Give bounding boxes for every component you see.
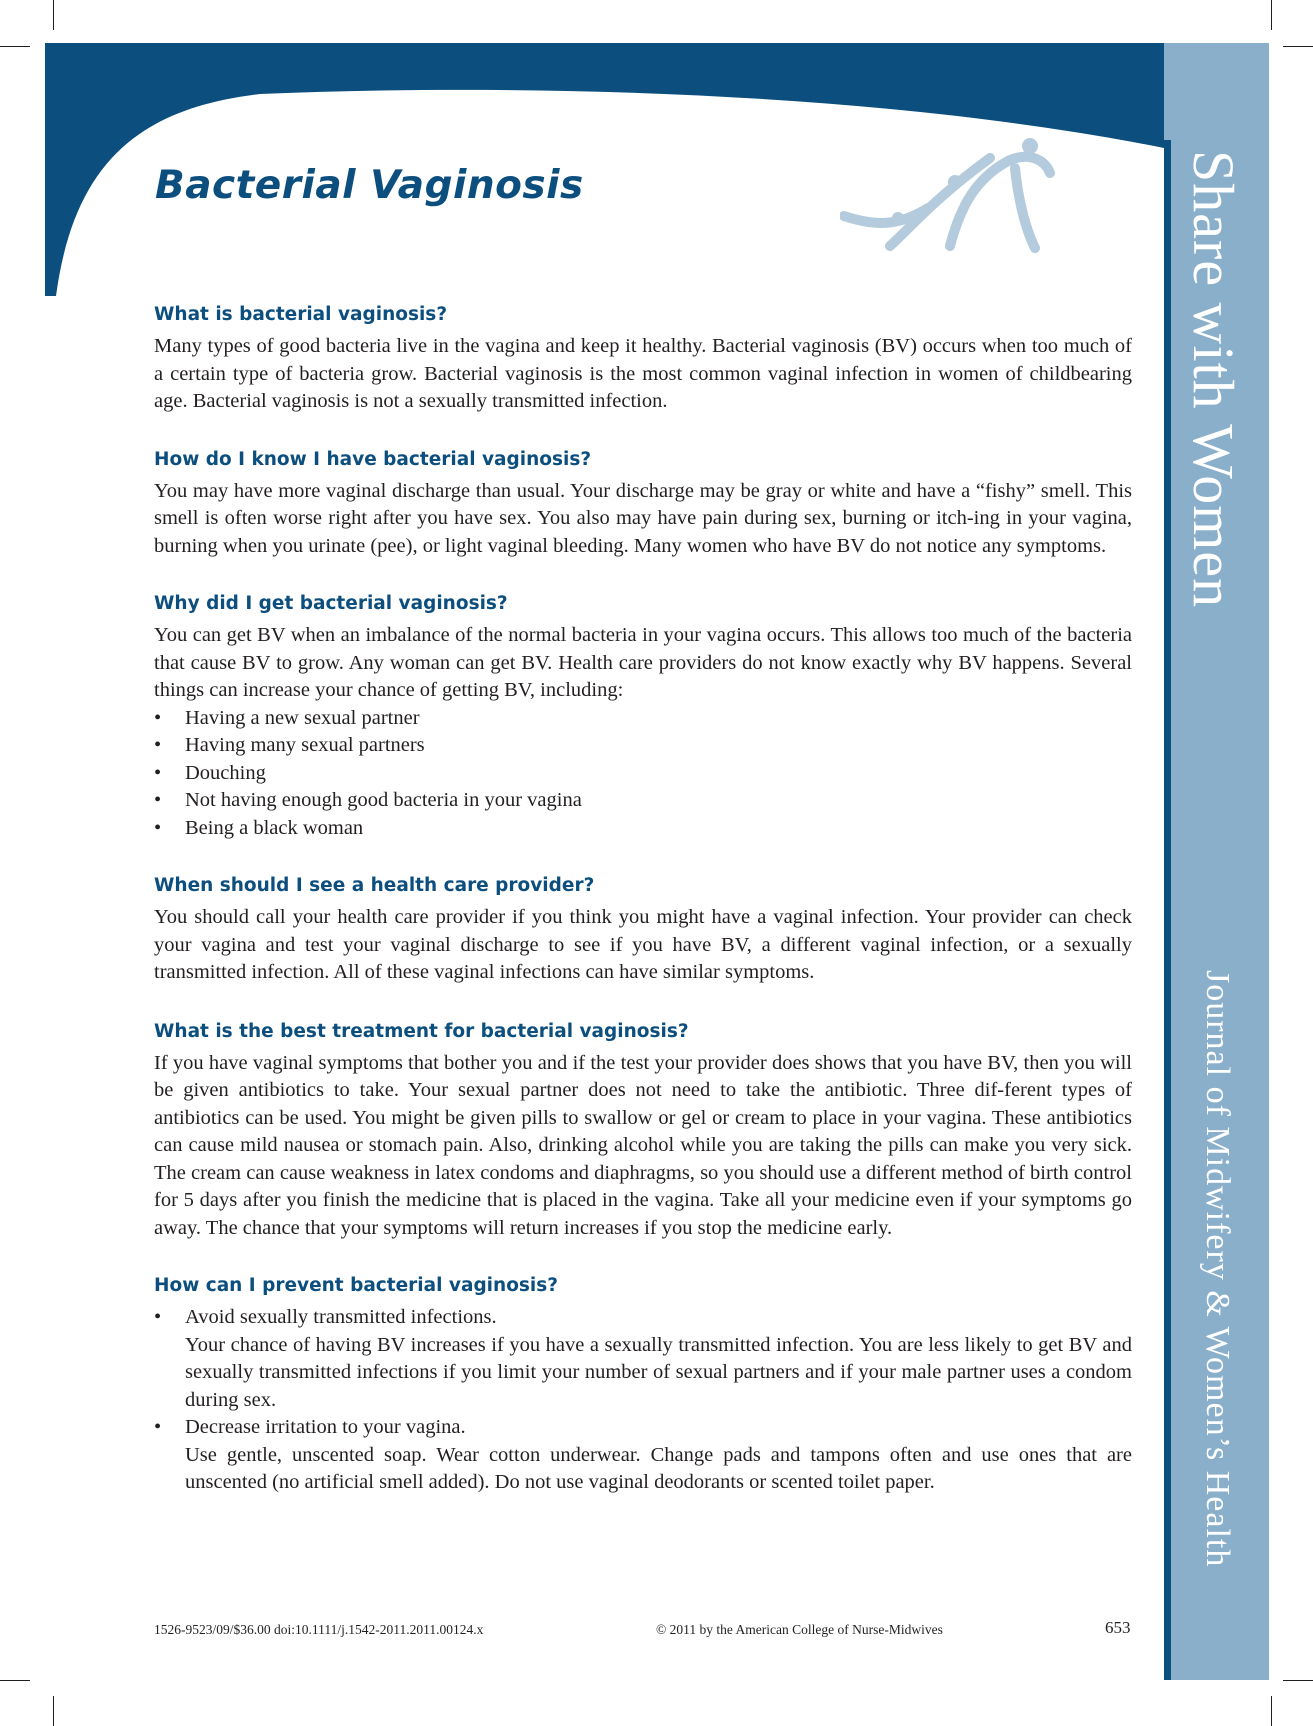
list-item bbox=[154, 1304, 1132, 1414]
page-title: Bacterial Vaginosis bbox=[155, 163, 584, 208]
side-band-edge bbox=[1164, 140, 1171, 1680]
list-item-text: Not having enough good bacteria in your vagina bbox=[185, 789, 582, 811]
section-paragraph: If you have vaginal symptoms that bother you and if the test your provider does shows that you have BV, then you will be given antibiotics to take. Your sexual partner does not need to take the antibiotic. Three dif-ferent types of antibiotics can be used. You might be given pills to swallow or gel or cream to place in your vagina. These antibiotics can cause mild nausea or stomach pain. Also, drinking alcohol while you are taking the pills can make you very sick. The cream can cause weakness in latex condoms and diaphragms, so you should use a different method of birth control for 5 days after you finish the medicine that is placed in the vagina. Take all your medicine even if your symptoms go away. The chance that your symptoms will return increases if you stop the medicine early. bbox=[154, 1051, 1132, 1239]
list-item-title: Decrease irritation to your vagina. bbox=[185, 1416, 466, 1438]
bullet-icon: • bbox=[154, 706, 162, 729]
bullet-icon: • bbox=[154, 789, 162, 811]
list-item bbox=[154, 732, 1132, 760]
list-item bbox=[154, 705, 1132, 733]
section-heading: How do I know I have bacterial vaginosis? bbox=[154, 448, 592, 470]
risk-factor-list bbox=[154, 705, 1132, 843]
footer-copyright: © 2011 by the American College of Nurse-Midwives bbox=[656, 1622, 943, 1637]
list-item bbox=[154, 815, 1132, 843]
bullet-icon: • bbox=[154, 1416, 162, 1438]
list-item-body: Your chance of having BV increases if you have a sexually transmitted infection. You are less likely to get BV and sexually transmitted infections if you limit your number of sexual partners and if your male partner uses a condom during sex. bbox=[185, 1333, 1132, 1411]
section-heading: How can I prevent bacterial vaginosis? bbox=[154, 1275, 559, 1296]
crop-mark bbox=[53, 1696, 54, 1726]
section-heading: Why did I get bacterial vaginosis? bbox=[154, 593, 508, 614]
list-item-text: Having many sexual partners bbox=[185, 734, 425, 756]
section-causes bbox=[154, 593, 1132, 842]
journal-name: Journal of Midwifery & Women’s Health bbox=[1199, 970, 1236, 1568]
list-item-body: Use gentle, unscented soap. Wear cotton underwear. Change pads and tampons often and use ones that are unscented (no artificial smell added). Do not use vaginal deodorants or scented toilet paper. bbox=[185, 1443, 1132, 1493]
section-heading: When should I see a health care provider? bbox=[154, 875, 595, 896]
prevention-list bbox=[154, 1304, 1132, 1497]
list-item-text: Douching bbox=[185, 761, 266, 784]
section-symptoms bbox=[154, 449, 1132, 561]
section-when-to-see bbox=[154, 875, 1132, 987]
section-paragraph: You may have more vaginal discharge than usual. Your discharge may be gray or white and have a “fishy” smell. This smell is often worse right after you have sex. You also may have pain during sex, burning or itch-ing in your vagina, burning when you urinate (pee), or light vaginal bleeding. Many women who have BV do not notice any symptoms. bbox=[154, 479, 1132, 557]
section-what-is bbox=[154, 304, 1132, 416]
crop-mark bbox=[1283, 1680, 1313, 1681]
bullet-icon: • bbox=[154, 816, 162, 839]
article-body bbox=[154, 304, 1132, 1530]
list-item bbox=[154, 787, 1132, 815]
section-prevention bbox=[154, 1275, 1132, 1497]
footer-doi: 1526-9523/09/$36.00 doi:10.1111/j.1542-2011.2011.00124.x bbox=[154, 1622, 484, 1637]
list-item-text: Being a black woman bbox=[185, 816, 364, 839]
list-item-text: Having a new sexual partner bbox=[185, 706, 420, 729]
bullet-icon: • bbox=[154, 734, 162, 756]
three-figures-logo-icon bbox=[840, 138, 1060, 258]
side-band-title: Share with Women bbox=[1181, 150, 1246, 609]
header-swoosh bbox=[0, 0, 1313, 310]
bullet-icon: • bbox=[154, 1306, 162, 1328]
bullet-icon: • bbox=[154, 761, 162, 784]
section-paragraph: You can get BV when an imbalance of the normal bacteria in your vagina occurs. This allows too much of the bacteria that cause BV to grow. Any woman can get BV. Health care providers do not know exactly why BV happens. Several things can increase your chance of getting BV, including: bbox=[154, 624, 1132, 701]
section-heading: What is bacterial vaginosis? bbox=[154, 304, 448, 325]
section-heading: What is the best treatment for bacterial vaginosis? bbox=[154, 1020, 689, 1042]
list-item bbox=[154, 1414, 1132, 1497]
list-item-title: Avoid sexually transmitted infections. bbox=[185, 1306, 497, 1328]
crop-mark bbox=[0, 1680, 30, 1681]
crop-mark bbox=[1271, 1696, 1272, 1726]
list-item bbox=[154, 760, 1132, 788]
section-paragraph: Many types of good bacteria live in the vagina and keep it healthy. Bacterial vaginosis (BV) occurs when too much of a certain type of bacteria grow. Bacterial vaginosis is the most common vaginal infection in women of childbearing age. Bacterial vaginosis is not a sexually transmitted infection. bbox=[154, 335, 1132, 412]
page-number: 653 bbox=[1105, 1618, 1131, 1637]
section-treatment bbox=[154, 1021, 1132, 1243]
section-paragraph: You should call your health care provider if you think you might have a vaginal infection. Your provider can check your vagina and test your vaginal discharge to see if you have BV, a different vaginal infection, or a sexually transmitted infection. All of these vaginal infections can have similar symptoms. bbox=[154, 906, 1132, 983]
